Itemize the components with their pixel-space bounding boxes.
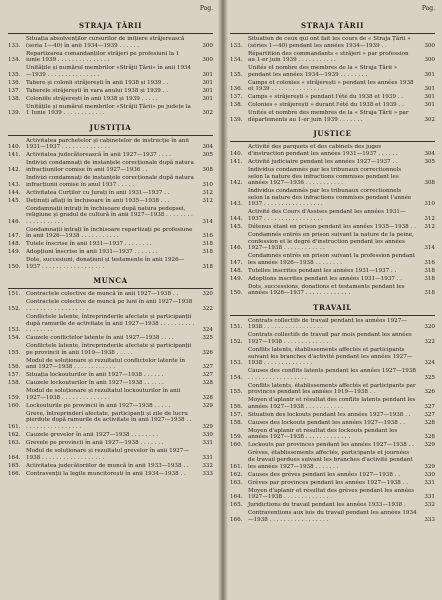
entry-number: 156.	[230, 403, 243, 410]
toc-entry	[230, 209, 435, 222]
entry-page: 328	[424, 419, 435, 426]
toc-entry	[230, 188, 435, 208]
entry-page: 327	[202, 364, 213, 371]
section-rule	[8, 288, 213, 289]
entry-number: 149.	[230, 275, 243, 282]
entry-page: 328	[424, 434, 435, 441]
entry-number: 156.	[8, 364, 21, 371]
entry-title: Situation de ceux qui ont fait les cours de « Straja Țării » (séries 1—40) pendant les années 1934—1939 . .	[248, 36, 411, 49]
toc-entry	[8, 104, 213, 117]
toc-entry	[230, 276, 435, 283]
entry-title: Cauzele lockouturilor în anii 1927—1938 . . . . . .	[26, 380, 164, 387]
entry-page: 328	[202, 380, 213, 387]
entry-page: 329	[202, 424, 213, 431]
entry-number: 137.	[230, 94, 243, 101]
entry-number: 152.	[230, 339, 243, 346]
entry-title: Modul de soluționare și rezultatul grevelor în anii 1927—1938 . . . . . . . . . . . . . . . . . .	[26, 448, 189, 461]
toc-entry	[230, 412, 435, 419]
entry-page: 314	[424, 245, 435, 252]
entry-title: Colonies « străjerești » durant l'été du 1938 et 1939 . .	[248, 102, 404, 109]
entry-page: 301	[424, 71, 435, 78]
entry-title: Causes des conflits latents pendant les années 1927—1938 . . . . . . . . . . . . . . . . .	[248, 368, 416, 381]
entry-title: Tabere și colonii străjerești în anii 1938 și 1939 . .	[26, 79, 169, 86]
entry-number: 151.	[230, 324, 243, 331]
section-title: STRAJA ȚĂRII	[79, 21, 142, 30]
entry-page: 308	[424, 180, 435, 187]
entry-title: Individus condamnés par les tribunaux correctionnels selon la nature des infractions commises pendant les années 1927—1936 . . . . . . . . . . .	[248, 167, 402, 187]
entry-number: 142.	[8, 167, 21, 174]
entry-number: 163.	[230, 479, 243, 486]
entry-number: 161.	[230, 463, 243, 470]
entry-number: 165.	[230, 502, 243, 509]
entry-page: 325	[424, 374, 435, 381]
entry-number: 145.	[230, 223, 243, 230]
entry-title: Activitatea parchetelor și cabinetelor de instrucție în anii 1931—1937 . . . . . . . . . . . . . .	[26, 137, 189, 151]
entry-page: 308	[202, 167, 213, 174]
entry-title: Dots, successions, donations et testaments pendant les années 1926—1937 . . . . . . . . . . . . .	[248, 283, 405, 297]
left-runhead-page-label: Pag.	[199, 5, 213, 12]
entry-title: Activité des Cours d'Assises pendant les années 1931—1937 . . . . . . . . . . . . . . . . .	[248, 209, 406, 222]
entry-title: Activitatea judecătorească în anii 1927—1937 . . . .	[26, 152, 171, 159]
entry-page: 318	[202, 241, 213, 248]
entry-page: 301	[202, 79, 213, 86]
entry-page: 304	[202, 144, 213, 151]
entry-page: 326	[424, 389, 435, 396]
entry-number: 157.	[8, 372, 21, 379]
entry-title: Détenus étant en prison pendant les années 1935—1938 . .	[248, 223, 416, 230]
entry-page: 324	[202, 327, 213, 334]
entry-title: Contractele colective de muncă în anii 1927—1938 . .	[26, 291, 179, 298]
entry-title: Adopțiuni înscrise în anii 1931—1937 . . . . . . .	[26, 249, 158, 256]
toc-entry	[230, 502, 435, 509]
entry-page: 331	[424, 494, 435, 501]
entry-page: 325	[202, 335, 213, 342]
entry-page: 316	[424, 259, 435, 266]
entry-title: Répartition des commandants « străjeri » par profession au 1-er juin 1939 . . . . . . . . . . .	[248, 50, 409, 64]
entry-title: Conflits latents, établissements affectés et participants par provinces pendant les années 1919—1938 . .	[248, 382, 416, 396]
entry-title: Unités et nombre des membres de la « Straja Țării » pendant les années 1934—1939 . . . . . . . .	[248, 65, 398, 78]
entry-page: 302	[202, 110, 213, 117]
entry-page: 301	[202, 71, 213, 78]
toc-entry	[230, 51, 435, 64]
right-runhead-page-label: Pag.	[421, 5, 435, 12]
toc-entry	[8, 249, 213, 256]
toc-entry	[8, 471, 213, 478]
entry-title: Situația absolvenților cursurilor de inițiere străjerească (seria 1—40) în anii 1934—1939 . . . . . .	[26, 36, 185, 49]
entry-page: 329	[424, 442, 435, 449]
entry-page: 318	[424, 290, 435, 297]
entry-number: 138.	[8, 95, 21, 102]
entry-number: 137.	[8, 87, 21, 94]
entry-title: Contraventions aux lois du travail pendant les années 1934—1938 . . . . . . . . . . . . . . . . .	[248, 510, 417, 523]
entry-page: 312	[424, 223, 435, 230]
entry-page: 314	[202, 218, 213, 225]
entry-number: 154.	[8, 335, 21, 342]
toc-entry	[8, 335, 213, 342]
entry-page: 327	[424, 411, 435, 418]
toc-entry	[230, 420, 435, 427]
entry-number: 142.	[230, 180, 243, 187]
entry-number: 134.	[8, 57, 21, 64]
entry-page: 320	[424, 324, 435, 331]
entry-page: 300	[202, 57, 213, 64]
toc-entry	[230, 232, 435, 252]
toc-entry	[8, 206, 213, 226]
entry-number: 164.	[230, 494, 243, 501]
toc-entry	[230, 450, 435, 470]
toc-entry	[8, 96, 213, 103]
entry-title: Dote, succesiuni, donațiuni și testamente în anii 1926—1937 . . . . . . . . . . . . . . . . . .	[26, 257, 185, 270]
toc-entry	[8, 440, 213, 447]
toc-entry	[8, 36, 213, 49]
entry-title: Taberele străjerești în vara anului 1938 și 1939 . .	[26, 87, 168, 94]
page-gutter-shadow	[218, 0, 228, 600]
entry-number: 161.	[8, 424, 21, 431]
entry-title: Conflictele latente, întreprinderile afectate și participanții după ramurile de activitate în anii 1927—1938 . . . . . . . . . . . . . . . . . .	[26, 314, 195, 334]
entry-title: Activité des parquets et des cabinets des juges d'instruction pendant les années 1931—1937 . . . . . .	[248, 144, 398, 158]
toc-entry	[230, 368, 435, 381]
entry-title: Contrats collectifs de travail par mois pendant les années 1927—1938 . . . . . . . . . . . . . .	[248, 332, 412, 346]
entry-number: 147.	[230, 259, 243, 266]
entry-number: 149.	[8, 249, 21, 256]
entry-number: 151.	[8, 291, 21, 298]
right-column-french	[230, 6, 435, 600]
entry-page: 330	[202, 432, 213, 439]
entry-title: Modul de soluționare și rezultatul lockouturilor în anii 1927—1938 . . . . . . . . . . . . . .	[26, 388, 181, 401]
entry-number: 141.	[8, 152, 21, 159]
entry-page: 305	[202, 152, 213, 159]
entry-title: Adoptions inscrites pendant les années 1931—1937 . .	[248, 275, 403, 282]
entry-page: 300	[424, 42, 435, 49]
entry-number: 160.	[230, 442, 243, 449]
entry-page: 318	[202, 249, 213, 256]
entry-number: 158.	[230, 419, 243, 426]
entry-page: 324	[424, 360, 435, 367]
entry-number: 164.	[8, 454, 21, 461]
toc-entry	[230, 488, 435, 501]
left-column-romanian	[8, 6, 213, 600]
entry-page: 333	[202, 470, 213, 477]
entry-number: 141.	[230, 159, 243, 166]
entry-title: Greve, întreprinderi afectate, participanți și zile de lucru pierdute după ramurile de activitate în anii 1927—1938 . . . . . . . . . . . . . . . . . .	[26, 410, 192, 431]
entry-title: Coloniile străjerești în anii 1938 și 1939 . . . . .	[26, 95, 158, 102]
entry-title: Cauzele grevelor în anii 1927—1938 . . . . . . . .	[26, 432, 158, 439]
section-rule	[8, 33, 213, 34]
toc-entry	[230, 36, 435, 49]
entry-number: 153.	[8, 327, 21, 334]
entry-title: Contractele colective de muncă pe luni în anii 1927—1938 . . . . . . . . . . . . . . . . . .	[26, 299, 193, 313]
entry-title: Contrats collectifs de travail pendant les années 1927—1938 . . . . . . . . . . . . . . . . .	[248, 317, 407, 331]
toc-entry	[8, 138, 213, 151]
right-sections	[230, 21, 435, 523]
entry-title: Lockouts par provinces pendant les années 1927—1938 . .	[248, 442, 414, 449]
entry-number: 146.	[8, 218, 21, 225]
entry-number: 140.	[8, 144, 21, 151]
entry-page: 329	[424, 463, 435, 470]
entry-page: 327	[424, 403, 435, 410]
toc-entry	[230, 480, 435, 487]
entry-number: 162.	[230, 471, 243, 478]
entry-title: Grèves, établissements affectés, participants et journées de travail perdues suivant les branches d'activité pendant les années 1927—1938 . . . . . . .	[248, 450, 413, 470]
toc-entry	[8, 241, 213, 248]
entry-number: 140.	[230, 151, 243, 158]
entry-title: Activité judiciaire pendant les années 1927—1937 . .	[248, 159, 398, 166]
toc-entry	[230, 159, 435, 166]
entry-number: 165.	[8, 462, 21, 469]
entry-number: 143.	[230, 201, 243, 208]
entry-number: 163.	[8, 440, 21, 447]
entry-title: Moyen d'aplanir et résultat des lockouts pendant les années 1927—1938 . . . . . . . . . . . . .	[248, 427, 398, 441]
entry-title: Condamnés entrés en prison suivant la profession pendant les années 1926—1938 . . . . . . . .	[248, 253, 416, 266]
entry-title: Deținuți aflați în închisoare în anii 1935—1938 . . .	[26, 197, 170, 204]
entry-page: 305	[424, 159, 435, 166]
entry-page: 318	[202, 263, 213, 270]
toc-entry	[230, 442, 435, 449]
toc-entry	[8, 299, 213, 312]
toc-entry	[8, 372, 213, 379]
entry-page: 310	[202, 181, 213, 188]
toc-entry	[230, 167, 435, 187]
toc-entry	[8, 257, 213, 270]
entry-number: 135.	[8, 71, 21, 78]
entry-number: 148.	[230, 267, 243, 274]
toc-entry	[230, 510, 435, 523]
toc-entry	[230, 284, 435, 297]
entry-page: 333	[424, 516, 435, 523]
toc-entry	[230, 397, 435, 410]
entry-page: 320	[202, 291, 213, 298]
entry-page: 312	[202, 197, 213, 204]
entry-title: Condamnés entrés en prison suivant la nature de la peine, confession et le degré d'instruction pendant les années 1927—1938 . . . . . . . . . . . .	[248, 231, 414, 252]
entry-number: 133.	[230, 42, 243, 49]
entry-title: Moyen d'aplanir et résultat des conflits latents pendant les années 1927—1938 . . . . . . . . . . .	[248, 397, 416, 410]
entry-number: 138.	[230, 102, 243, 109]
toc-entry	[230, 253, 435, 266]
entry-page: 312	[424, 215, 435, 222]
entry-title: Modul de soluționare și rezultatul conflictelor latente în anii 1927—1938 . . . . . . . . . . . .	[26, 357, 185, 371]
entry-number: 136.	[8, 79, 21, 86]
entry-title: Unitățile și numărul membrilor «Străjii Țării» pe județe la 1 Iunie 1939 . . . . . . . . . . . .	[26, 103, 191, 117]
entry-number: 145.	[8, 197, 21, 204]
entry-number: 162.	[8, 432, 21, 439]
toc-entry	[230, 110, 435, 123]
entry-number: 146.	[230, 245, 243, 252]
toc-entry	[8, 388, 213, 401]
entry-page: 301	[424, 102, 435, 109]
entry-title: Unitățile și numărul membrilor «Străjii Țării» în anii 1934—1939 . . . . . . . . . . . . . . .	[26, 65, 192, 78]
entry-page: 310	[424, 201, 435, 208]
section-rule	[230, 33, 435, 34]
entry-title: Conflits latents, établissements affectés et participants suivant les branches d'activité pendant les années 1927—1938 . . . . . . . . . . . . . .	[248, 347, 413, 367]
entry-title: Condamnații intrați în închisoare repartizați pe profesiune în anii 1926—1938 . . . . . . . . . . .	[26, 226, 193, 240]
toc-entry	[230, 428, 435, 441]
section-rule	[8, 135, 213, 136]
entry-page: 328	[202, 394, 213, 401]
toc-entry	[8, 88, 213, 95]
entry-page: 304	[424, 151, 435, 158]
entry-number: 147.	[8, 233, 21, 240]
toc-entry	[230, 80, 435, 93]
toc-entry	[8, 358, 213, 371]
entry-number: 157.	[230, 411, 243, 418]
entry-number: 144.	[230, 215, 243, 222]
toc-entry	[230, 268, 435, 275]
entry-title: Situation des lockouts pendant les années 1927—1938 . .	[248, 411, 411, 418]
entry-title: Camps « străjerești » pendant l'été du 1938 et 1939 . .	[248, 94, 404, 101]
entry-title: Situația lockouturilor în anii 1927—1938 . . . . . .	[26, 372, 164, 379]
toc-entry	[230, 383, 435, 396]
entry-page: 326	[202, 349, 213, 356]
entry-title: Activitatea judecătoriilor de muncă în anii 1933—1938 . .	[26, 462, 189, 469]
entry-number: 152.	[8, 306, 21, 313]
section-title: MUNCA	[93, 276, 128, 286]
entry-page: 332	[424, 502, 435, 509]
entry-title: Tutele înscrise în anii 1931—1937 . . . . . . . .	[26, 241, 152, 248]
entry-title: Cauzele conflictelor latente în anii 1927—1938 . . . .	[26, 335, 174, 342]
entry-number: 155.	[230, 389, 243, 396]
entry-title: Contravenții la legile muncitorești în anii 1934—1938 . .	[26, 470, 186, 477]
toc-entry	[8, 51, 213, 64]
entry-number: 153.	[230, 360, 243, 367]
entry-title: Condamnații intrați în închisoare după natura pedepsei, religiune și gradul de cultură în anii 1927—1938 . . . . . . . . . . . . . . . . . . .	[26, 205, 193, 225]
entry-page: 331	[202, 440, 213, 447]
toc-entry	[230, 65, 435, 78]
entry-title: Unités et nombre des membres de la « Straja Țării » par départements au 1-er juin 1939 . . . . . . .	[248, 110, 409, 123]
entry-page: 318	[424, 275, 435, 282]
toc-entry	[230, 102, 435, 109]
entry-number: 150.	[230, 290, 243, 297]
toc-entry	[8, 291, 213, 298]
entry-title: Grevele pe provincii în anii 1927—1938 . . . . . . .	[26, 440, 164, 447]
entry-page: 302	[424, 116, 435, 123]
entry-title: Indivizi condamnați de instanțele corecționale după natura infracțiunii comise în anul 1937 . . . . .	[26, 175, 194, 188]
toc-entry	[230, 224, 435, 231]
entry-number: 154.	[230, 374, 243, 381]
entry-number: 136.	[230, 86, 243, 93]
entry-page: 322	[202, 306, 213, 313]
entry-number: 139.	[230, 116, 243, 123]
toc-entry	[230, 472, 435, 479]
left-sections	[8, 21, 213, 477]
entry-number: 133.	[8, 42, 21, 49]
entry-page: 301	[424, 86, 435, 93]
entry-number: 139.	[8, 110, 21, 117]
entry-title: Camps et colonies « străjerești » pendant les années 1938 et 1939 . . . . . . . . . . . . . . .	[248, 79, 414, 93]
entry-page: 300	[202, 42, 213, 49]
entry-number: 155.	[8, 349, 21, 356]
entry-page: 327	[202, 372, 213, 379]
toc-entry	[8, 380, 213, 387]
entry-title: Conflictele latente, întreprinderile afectate și participanții pe provincii în anii 1919—1938 . . . . .	[26, 343, 192, 356]
toc-entry	[8, 343, 213, 356]
entry-number: 159.	[8, 394, 21, 401]
toc-entry	[8, 190, 213, 197]
entry-page: 301	[202, 95, 213, 102]
toc-entry	[230, 347, 435, 367]
left-running-head	[8, 6, 213, 15]
entry-page: 318	[424, 267, 435, 274]
entry-page: 332	[202, 462, 213, 469]
entry-title: Causes des grèves pendant les années 1927—1938 . .	[248, 471, 401, 478]
toc-entry	[8, 198, 213, 205]
entry-number: 166.	[8, 470, 21, 477]
entry-page: 329	[202, 402, 213, 409]
section-rule	[230, 141, 435, 142]
entry-number: 150.	[8, 263, 21, 270]
entry-title: Repartizarea comandanților străjeri pe profesiuni la 1 iunie 1939 . . . . . . . . . . . . . . .	[26, 50, 180, 64]
toc-entry	[8, 65, 213, 78]
entry-number: 143.	[8, 181, 21, 188]
toc-entry	[8, 175, 213, 188]
entry-page: 312	[202, 189, 213, 196]
section-title: JUSTICE	[313, 129, 352, 139]
entry-title: Activitatea Curților cu Jurați în anii 1931—1937 . .	[26, 189, 170, 196]
entry-title: Lockouturile pe provincii în anii 1927—1938 . . . . .	[26, 402, 171, 409]
entry-title: Juridictions du travail pendant les années 1933—1938 .	[248, 502, 406, 509]
toc-entry	[8, 152, 213, 159]
entry-number: 134.	[230, 57, 243, 64]
entry-title: Grèves par provinces pendant les années 1927—1938 . .	[248, 479, 408, 486]
entry-title: Moyen d'aplanir et résultat des grèves pendant les années 1927—1938 . . . . . . . . . . . . . .	[248, 487, 415, 501]
entry-number: 160.	[8, 402, 21, 409]
toc-entry	[230, 318, 435, 331]
entry-title: Causes des lockouts pendant les années 1927—1938 . .	[248, 419, 405, 426]
entry-page: 331	[202, 454, 213, 461]
entry-page: 330	[424, 471, 435, 478]
section-rule	[230, 315, 435, 316]
toc-entry	[8, 80, 213, 87]
entry-number: 158.	[8, 380, 21, 387]
section-title: STRAJA ȚĂRII	[301, 21, 364, 30]
toc-entry	[8, 432, 213, 439]
toc-entry	[230, 144, 435, 157]
entry-title: Indivizi condamnați de instanțele corecționale după natura infracțiunilor comise în anii 1927—1936 . .	[26, 160, 194, 174]
entry-page: 300	[424, 57, 435, 64]
toc-entry	[8, 403, 213, 410]
toc-entry	[8, 411, 213, 431]
toc-entry	[8, 160, 213, 173]
entry-number: 135.	[230, 71, 243, 78]
toc-entry	[230, 94, 435, 101]
entry-page: 331	[424, 479, 435, 486]
toc-entry	[8, 448, 213, 461]
entry-title: Tutelles inscrites pendant les années 1931—1937 . .	[248, 267, 397, 274]
entry-page: 301	[202, 87, 213, 94]
entry-number: 148.	[8, 241, 21, 248]
entry-title: Individus condamnés par les tribunaux correctionnels selon la nature des infractions commises pendant l'année 1937 . . . . . . . . . . . . . . . . .	[248, 188, 412, 208]
entry-page: 316	[202, 233, 213, 240]
section-title: TRAVAIL	[313, 302, 352, 312]
toc-entry	[8, 227, 213, 240]
right-running-head	[230, 6, 435, 15]
entry-number: 144.	[8, 189, 21, 196]
section-title: JUSTIȚIA	[89, 122, 132, 132]
toc-entry	[8, 463, 213, 470]
toc-entry	[8, 314, 213, 334]
entry-page: 301	[424, 94, 435, 101]
entry-number: 166.	[230, 516, 243, 523]
entry-number: 159.	[230, 434, 243, 441]
toc-entry	[230, 332, 435, 345]
entry-page: 322	[424, 339, 435, 346]
